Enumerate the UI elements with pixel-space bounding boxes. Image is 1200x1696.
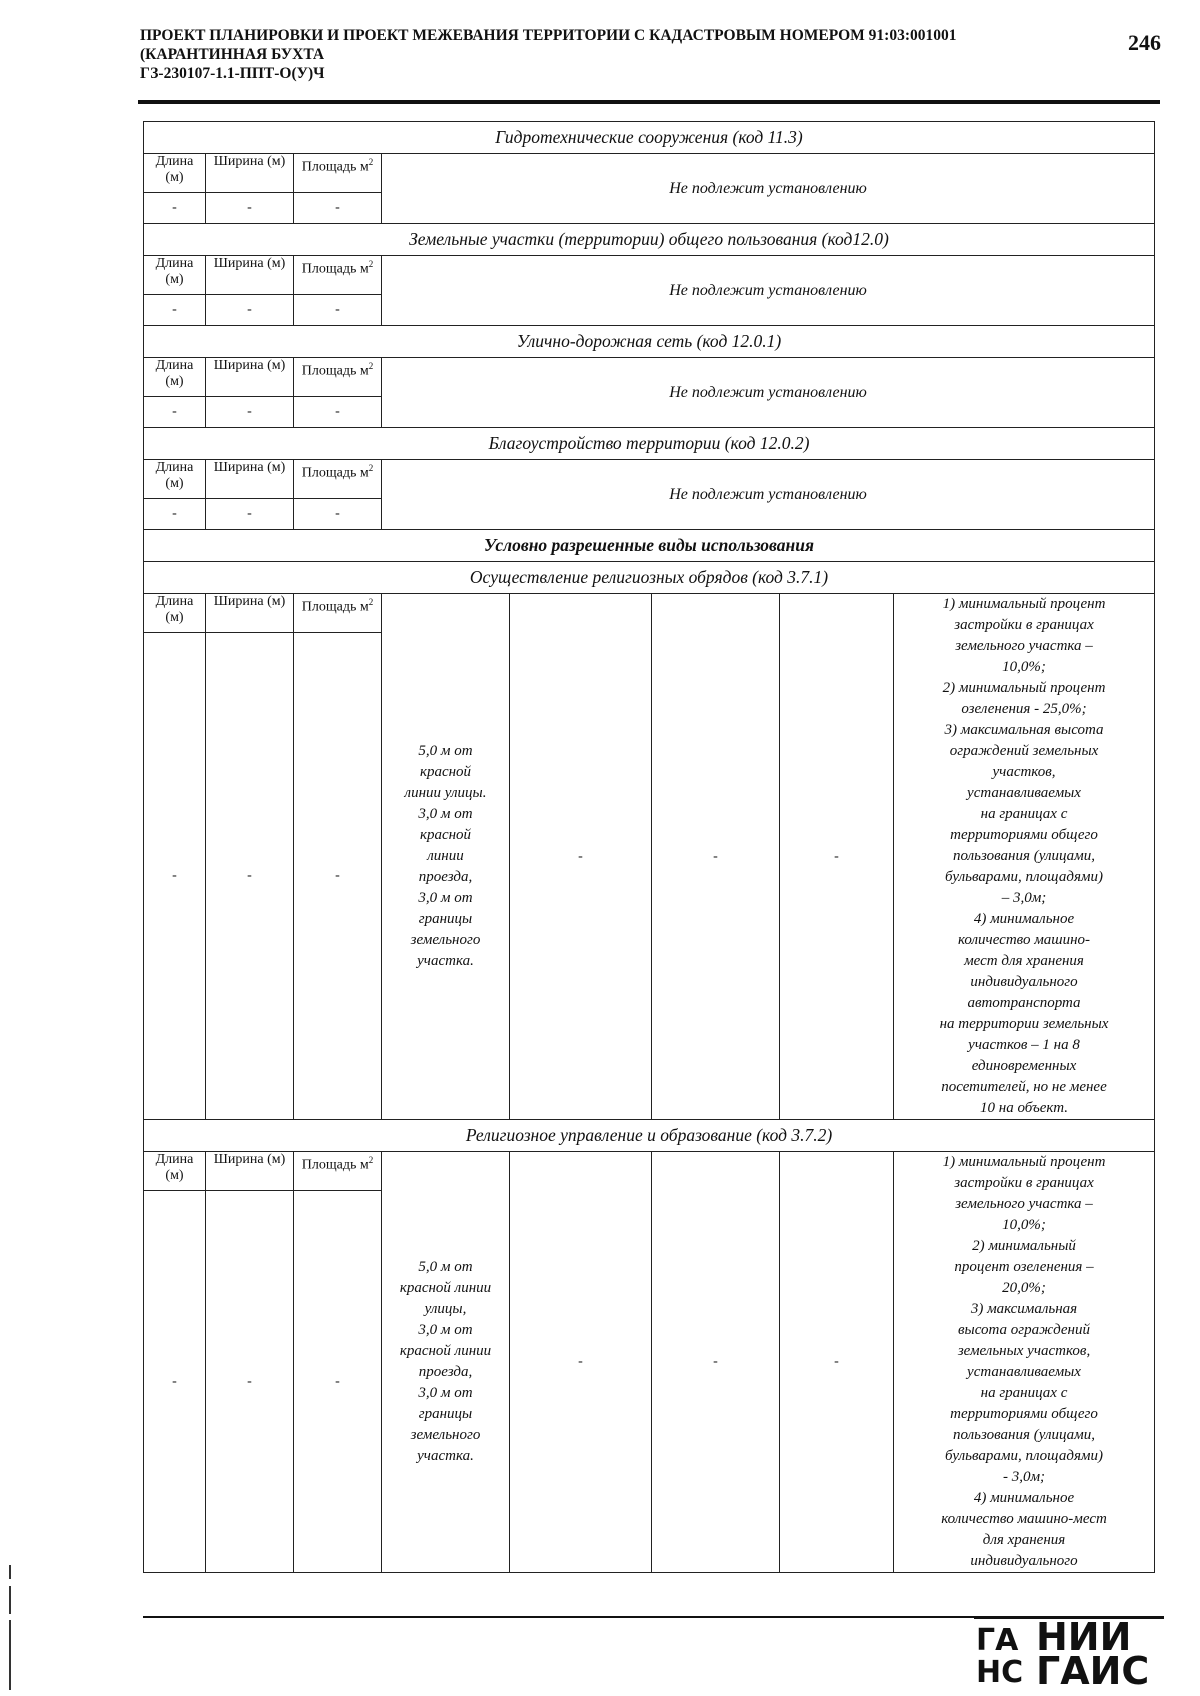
width-value: -	[206, 499, 294, 530]
setback-requirements: 5,0 м от красной линии улицы. 3,0 м от красной линии проезда, 3,0 м от границы земельного участка.	[382, 594, 510, 1120]
area-value: -	[294, 633, 382, 1120]
land-use-table	[143, 121, 1155, 1573]
col-width-header: Ширина (м)	[206, 460, 294, 499]
setback-requirements: 5,0 м от красной линии улицы, 3,0 м от красной линии проезда, 3,0 м от границы земельного участка.	[382, 1152, 510, 1573]
logo-text-gais: ГАИС	[1036, 1649, 1150, 1688]
section-title: Благоустройство территории (код 12.0.2)	[144, 428, 1155, 460]
col-width-header: Ширина (м)	[206, 594, 294, 633]
col-length-header: Длина (м)	[144, 256, 206, 295]
header-rule	[138, 100, 1160, 104]
width-value: -	[206, 295, 294, 326]
not-established-note: Не подлежит установлению	[382, 358, 1155, 428]
area-value: -	[294, 1191, 382, 1573]
logo-glyph-ns: НС	[976, 1655, 1024, 1688]
col-area-header: Площадь $м^2$	[294, 358, 382, 397]
other-parameters: 1) минимальный процент застройки в границах земельного участка – 10,0%; 2) минимальный процент озеленения - 25,0%; 3) максимальная высота ограждений земельных участков, устанавливаемых на границах с территориями общего пользования (улицами, бульварами, площадями) – 3,0м; 4) минимальное количество машино- мест для хранения индивидуального автотранспорта на территории земельных участков – 1 на 8 единовременных посетителей, но не менее 10 на объект.	[894, 594, 1155, 1120]
area-value: -	[294, 499, 382, 530]
col-area-header: Площадь $м^2$	[294, 154, 382, 193]
length-value: -	[144, 295, 206, 326]
height-value: -	[652, 1152, 780, 1573]
header-title-line2: (КАРАНТИННАЯ БУХТА	[140, 46, 325, 63]
length-value: -	[144, 499, 206, 530]
section-title: Земельные участки (территории) общего пользования (код12.0)	[144, 224, 1155, 256]
col-length-header: Длина (м)	[144, 1152, 206, 1191]
scan-edge-mark	[9, 1565, 11, 1579]
col-width-header: Ширина (м)	[206, 1152, 294, 1191]
length-value: -	[144, 1191, 206, 1573]
scan-edge-mark	[9, 1620, 11, 1690]
col-width-header: Ширина (м)	[206, 154, 294, 193]
logo-text-nii: НИИ	[1036, 1615, 1132, 1659]
not-established-note: Не подлежит установлению	[382, 460, 1155, 530]
page-number: 246	[1128, 30, 1161, 55]
header-title-line1: ПРОЕКТ ПЛАНИРОВКИ И ПРОЕКТ МЕЖЕВАНИЯ ТЕРРИТОРИИ С КАДАСТРОВЫМ НОМЕРОМ 91:03:001001	[140, 27, 957, 44]
logo-glyph-ga: ГА	[976, 1623, 1019, 1658]
section-title: Гидротехнические сооружения (код 11.3)	[144, 122, 1155, 154]
col-area-header: Площадь $м^2$	[294, 1152, 382, 1191]
length-value: -	[144, 633, 206, 1120]
section-title: Осуществление религиозных обрядов (код 3.7.1)	[144, 562, 1155, 594]
section-title: Религиозное управление и образование (код 3.7.2)	[144, 1120, 1155, 1152]
col-area-header: Площадь $м^2$	[294, 256, 382, 295]
col-length-header: Длина (м)	[144, 460, 206, 499]
floors-value: -	[510, 1152, 652, 1573]
coverage-value: -	[780, 594, 894, 1120]
section-title: Улично-дорожная сеть (код 12.0.1)	[144, 326, 1155, 358]
col-area-header: Площадь $м^2$	[294, 594, 382, 633]
header-code: ГЗ-230107-1.1-ППТ-О(У)Ч	[140, 65, 325, 82]
width-value: -	[206, 633, 294, 1120]
area-value: -	[294, 295, 382, 326]
col-length-header: Длина (м)	[144, 154, 206, 193]
length-value: -	[144, 193, 206, 224]
footer-rule	[143, 1616, 1028, 1618]
col-length-header: Длина (м)	[144, 594, 206, 633]
area-value: -	[294, 397, 382, 428]
not-established-note: Не подлежит установлению	[382, 256, 1155, 326]
scan-edge-mark	[9, 1586, 11, 1614]
height-value: -	[652, 594, 780, 1120]
other-parameters: 1) минимальный процент застройки в границах земельного участка – 10,0%; 2) минимальный процент озеленения – 20,0%; 3) максимальная высота ограждений земельных участков, устанавливаемых на границах с территориями общего пользования (улицами, бульварами, площадями) - 3,0м; 4) минимальное количество машино-мест для хранения индивидуального	[894, 1152, 1155, 1573]
length-value: -	[144, 397, 206, 428]
width-value: -	[206, 1191, 294, 1573]
nii-gais-logo	[974, 1608, 1164, 1688]
not-established-note: Не подлежит установлению	[382, 154, 1155, 224]
width-value: -	[206, 193, 294, 224]
col-width-header: Ширина (м)	[206, 256, 294, 295]
col-area-header: Площадь $м^2$	[294, 460, 382, 499]
floors-value: -	[510, 594, 652, 1120]
col-length-header: Длина (м)	[144, 358, 206, 397]
conditional-uses-heading: Условно разрешенные виды использования	[144, 530, 1155, 562]
area-value: -	[294, 193, 382, 224]
col-width-header: Ширина (м)	[206, 358, 294, 397]
width-value: -	[206, 397, 294, 428]
document-header	[140, 26, 1100, 83]
coverage-value: -	[780, 1152, 894, 1573]
